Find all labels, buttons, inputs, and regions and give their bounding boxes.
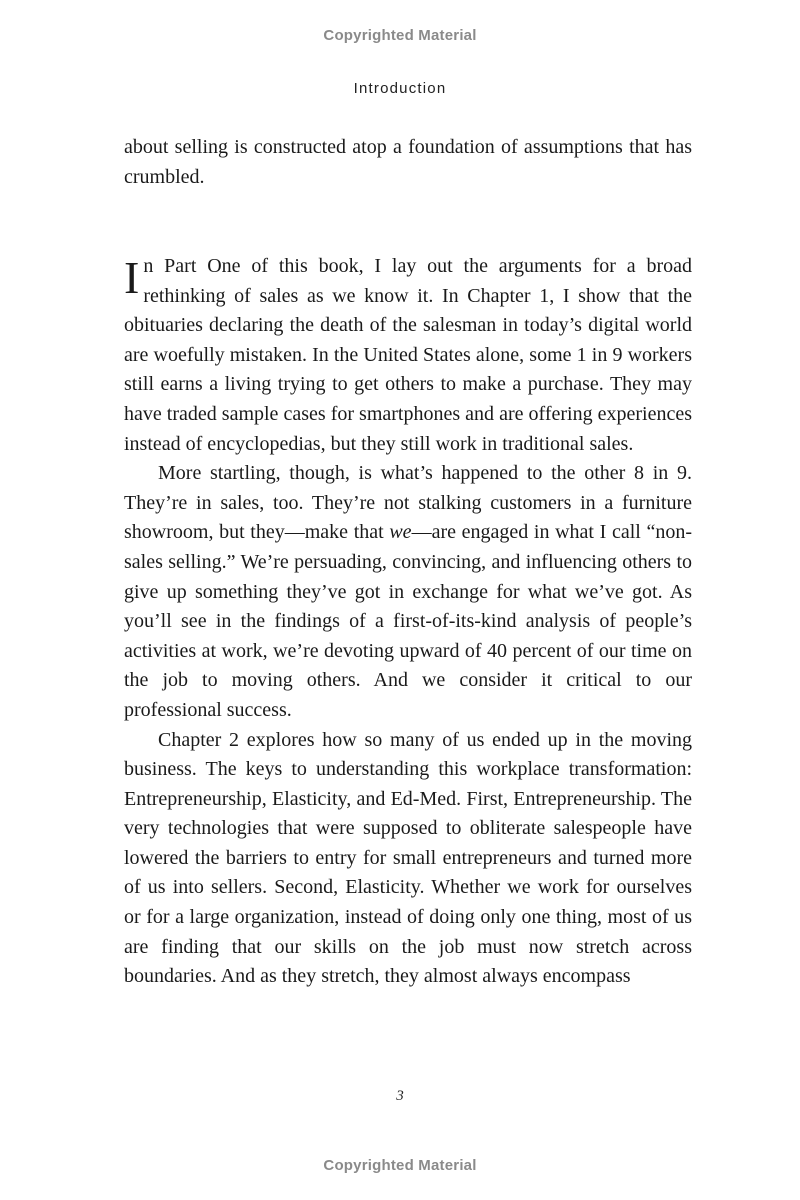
continuation-paragraph: about selling is constructed atop a foundation of assumptions that has crumbled. [124,136,692,188]
paragraph-part-one [124,252,692,459]
drop-cap: I [124,252,140,303]
page-number: 3 [396,1088,404,1104]
paragraph-other-eight-after: —are engaged in what I call “non-sales selling.” We’re persuading, convincing, and influencing others to give up something they’ve got in exchange for what we’ve got. As you’ll see in the findings of a first-of-its-kind analysis of people’s activities at work, we’re devoting upward of 40 percent of our time on the job to moving others. And we consider it critical to our professional success. [124,521,693,721]
copyright-watermark-top: Copyrighted Material [323,27,477,44]
section-text [124,252,692,992]
paragraph-other-eight-before: More startling, though, is what’s happened to the other 8 in 9. They’re in sales, too. They’re not stalking customers in a furniture showroom, but they—make that [124,462,692,544]
running-head: Introduction [353,80,447,97]
paragraph-chapter-two: Chapter 2 explores how so many of us ended up in the moving business. The keys to understanding this workplace transformation: Entrepreneurship, Elasticity, and Ed-Med. First, Entrepreneurship. The very technologies that were supposed to obliterate salespeople have lowered the barriers to entry for small entrepreneurs and turned more of us into sellers. Second, Elasticity. Whether we work for ourselves or for a large organization, instead of doing only one thing, most of us are finding that our skills on the job must now stretch across boundaries. And as they stretch, they almost always encompass [124,728,692,988]
paragraph-other-eight [124,459,692,725]
paragraph-part-one-text: n Part One of this book, I lay out the arguments for a broad rethinking of sales as we know it. In Chapter 1, I show that the obituaries declaring the death of the salesman in today’s digital world are woefully mistaken. In the United States alone, some 1 in 9 workers still earns a living trying to get others to make a purchase. They may have traded sample cases for smartphones and are offering experiences instead of encyclopedias, but they still work in traditional sales. [124,255,692,455]
copyright-watermark-bottom: Copyrighted Material [323,1157,477,1174]
emphasis-we: we [389,521,412,544]
continuation-block [124,133,692,192]
